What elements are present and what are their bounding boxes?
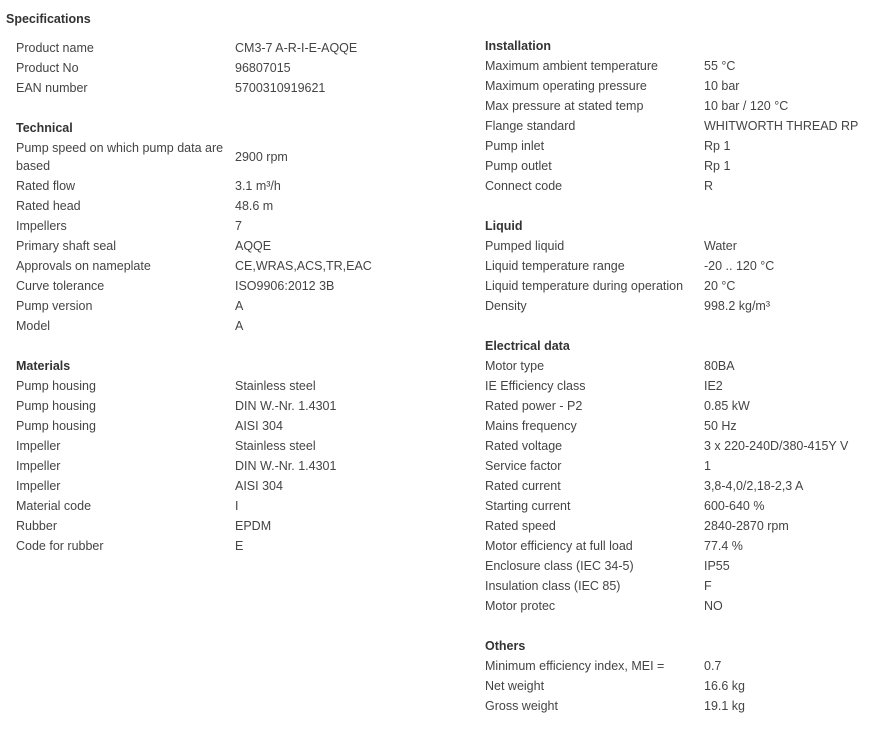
liquid-section	[485, 216, 880, 316]
spec-value: 7	[235, 219, 242, 233]
spec-value: A	[235, 299, 244, 313]
others-section	[485, 636, 880, 716]
spec-value: Rp 1	[704, 159, 731, 173]
spec-row	[485, 496, 880, 516]
spec-value: WHITWORTH THREAD RP	[704, 119, 859, 133]
spec-value: 10 bar / 120 °C	[704, 99, 789, 113]
spec-label: Net weight	[485, 679, 545, 693]
spec-label: Impeller	[16, 459, 61, 473]
spec-row	[16, 38, 456, 58]
spec-row	[16, 58, 456, 78]
spec-row	[16, 496, 456, 516]
spec-label: Pumped liquid	[485, 239, 565, 253]
spec-label: Material code	[16, 499, 92, 513]
spec-row	[485, 676, 880, 696]
spec-value: 998.2 kg/m³	[704, 299, 771, 313]
spec-value: 0.85 kW	[704, 399, 750, 413]
section-title: Liquid	[485, 219, 523, 233]
spec-row	[485, 456, 880, 476]
spec-row	[485, 356, 880, 376]
spec-label: Pump housing	[16, 399, 96, 413]
spec-value: EPDM	[235, 519, 272, 533]
spec-row	[16, 236, 456, 256]
spec-label: Pump housing	[16, 419, 96, 433]
spec-row	[16, 216, 456, 236]
section-title: Others	[485, 639, 526, 653]
electrical-section	[485, 336, 880, 616]
spec-value: 3.1 m³/h	[235, 179, 281, 193]
spec-value: AQQE	[235, 239, 272, 253]
spec-value: 48.6 m	[235, 199, 274, 213]
spec-value: Stainless steel	[235, 379, 316, 393]
spec-value: 1	[704, 459, 711, 473]
spec-label: Approvals on nameplate	[16, 259, 151, 273]
section-title: Technical	[16, 121, 73, 135]
spec-row	[16, 456, 456, 476]
spec-label: Rated flow	[16, 179, 76, 193]
spec-row	[485, 376, 880, 396]
spec-row	[16, 376, 456, 396]
spec-row	[485, 556, 880, 576]
spec-value: 10 bar	[704, 79, 740, 93]
spec-label: Rated power - P2	[485, 399, 583, 413]
spec-value: 5700310919621	[235, 81, 326, 95]
spec-value: 3 x 220-240D/380-415Y V	[704, 439, 849, 453]
spec-row	[16, 476, 456, 496]
spec-row	[485, 56, 880, 76]
spec-row	[16, 416, 456, 436]
spec-label: Pump inlet	[485, 139, 545, 153]
spec-value: DIN W.-Nr. 1.4301	[235, 459, 337, 473]
spec-label: Curve tolerance	[16, 279, 105, 293]
spec-label: Pump speed on which pump data are based	[16, 141, 224, 173]
spec-label: Maximum ambient temperature	[485, 59, 658, 73]
spec-row	[485, 396, 880, 416]
spec-value: 2840-2870 rpm	[704, 519, 789, 533]
spec-row	[485, 176, 880, 196]
spec-row	[485, 116, 880, 136]
spec-label: Pump housing	[16, 379, 96, 393]
spec-label: IE Efficiency class	[485, 379, 586, 393]
spec-label: Max pressure at stated temp	[485, 99, 644, 113]
spec-label: Primary shaft seal	[16, 239, 117, 253]
spec-row	[485, 76, 880, 96]
spec-row	[16, 276, 456, 296]
spec-value: 80BA	[704, 359, 735, 373]
spec-value: 96807015	[235, 61, 291, 75]
materials-section	[16, 356, 456, 556]
spec-row	[485, 136, 880, 156]
spec-label: Product name	[16, 41, 94, 55]
spec-label: Motor protec	[485, 599, 556, 613]
technical-section	[16, 118, 456, 336]
spec-label: Motor type	[485, 359, 545, 373]
spec-row	[485, 516, 880, 536]
spec-row	[16, 316, 456, 336]
spec-label: Impeller	[16, 479, 61, 493]
spec-label: Rated current	[485, 479, 561, 493]
spec-value: IE2	[704, 379, 723, 393]
spec-value: 77.4 %	[704, 539, 743, 553]
spec-label: Product No	[16, 61, 79, 75]
spec-label: Insulation class (IEC 85)	[485, 579, 621, 593]
spec-row	[485, 596, 880, 616]
spec-value: F	[704, 579, 712, 593]
spec-label: Mains frequency	[485, 419, 577, 433]
spec-label: Model	[16, 319, 51, 333]
spec-label: Flange standard	[485, 119, 576, 133]
spec-value: ISO9906:2012 3B	[235, 279, 335, 293]
spec-row	[16, 78, 456, 98]
spec-label: Density	[485, 299, 527, 313]
spec-row	[16, 176, 456, 196]
spec-label: Connect code	[485, 179, 563, 193]
spec-label: Motor efficiency at full load	[485, 539, 633, 553]
spec-label: EAN number	[16, 81, 88, 95]
spec-value: A	[235, 319, 244, 333]
spec-value: E	[235, 539, 244, 553]
spec-value: AISI 304	[235, 479, 283, 493]
spec-label: Rated speed	[485, 519, 556, 533]
page-title: Specifications	[6, 12, 91, 26]
spec-value: 16.6 kg	[704, 679, 746, 693]
spec-value: Rp 1	[704, 139, 731, 153]
spec-label: Rubber	[16, 519, 57, 533]
spec-value: 19.1 kg	[704, 699, 746, 713]
spec-row	[16, 536, 456, 556]
spec-value: DIN W.-Nr. 1.4301	[235, 399, 337, 413]
spec-label: Enclosure class (IEC 34-5)	[485, 559, 634, 573]
spec-row	[485, 476, 880, 496]
spec-row	[485, 256, 880, 276]
spec-value: I	[235, 499, 239, 513]
spec-value: 20 °C	[704, 279, 736, 293]
spec-value: 55 °C	[704, 59, 736, 73]
spec-value: NO	[704, 599, 723, 613]
spec-label: Pump outlet	[485, 159, 552, 173]
spec-row	[16, 396, 456, 416]
spec-value: 0.7	[704, 659, 722, 673]
spec-row	[485, 696, 880, 716]
spec-label: Code for rubber	[16, 539, 104, 553]
spec-value: CM3-7 A-R-I-E-AQQE	[235, 41, 358, 55]
spec-row	[16, 196, 456, 216]
section-title: Materials	[16, 359, 71, 373]
spec-label: Service factor	[485, 459, 562, 473]
spec-label: Rated head	[16, 199, 81, 213]
general-section	[16, 38, 456, 98]
spec-value: R	[704, 179, 714, 193]
spec-row	[16, 436, 456, 456]
spec-row	[16, 138, 456, 176]
spec-row	[485, 236, 880, 256]
spec-value: IP55	[704, 559, 730, 573]
spec-row	[485, 276, 880, 296]
spec-value: 50 Hz	[704, 419, 737, 433]
spec-value: AISI 304	[235, 419, 283, 433]
spec-label: Liquid temperature range	[485, 259, 625, 273]
spec-label: Starting current	[485, 499, 571, 513]
spec-row	[485, 96, 880, 116]
spec-row	[485, 656, 880, 676]
spec-label: Gross weight	[485, 699, 558, 713]
spec-value: 3,8-4,0/2,18-2,3 A	[704, 479, 804, 493]
spec-value: Water	[704, 239, 737, 253]
installation-section	[485, 36, 880, 196]
spec-label: Liquid temperature during operation	[485, 279, 684, 293]
spec-label: Minimum efficiency index, MEI =	[485, 659, 665, 673]
spec-row	[485, 296, 880, 316]
spec-row	[485, 156, 880, 176]
spec-label: Rated voltage	[485, 439, 563, 453]
spec-row	[485, 576, 880, 596]
spec-label: Impellers	[16, 219, 67, 233]
spec-label: Maximum operating pressure	[485, 79, 647, 93]
spec-value: 2900 rpm	[235, 150, 288, 164]
spec-label: Impeller	[16, 439, 61, 453]
spec-row	[16, 256, 456, 276]
spec-row	[16, 516, 456, 536]
spec-value: -20 .. 120 °C	[704, 259, 775, 273]
spec-row	[485, 416, 880, 436]
section-title: Installation	[485, 39, 551, 53]
spec-row	[485, 436, 880, 456]
spec-value: CE,WRAS,ACS,TR,EAC	[235, 259, 372, 273]
spec-value: 600-640 %	[704, 499, 765, 513]
spec-row	[485, 536, 880, 556]
spec-row	[16, 296, 456, 316]
spec-label: Pump version	[16, 299, 93, 313]
section-title: Electrical data	[485, 339, 570, 353]
spec-value: Stainless steel	[235, 439, 316, 453]
